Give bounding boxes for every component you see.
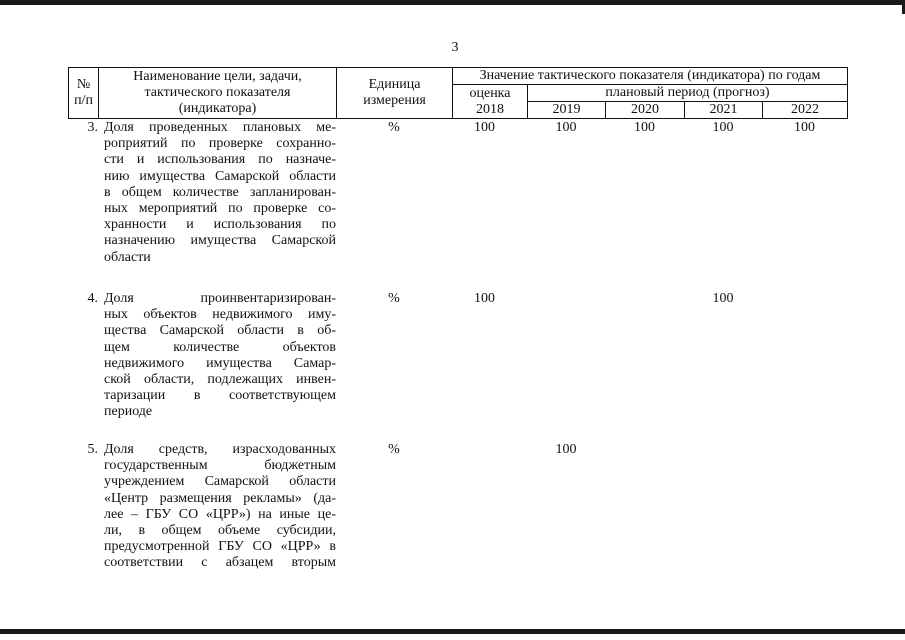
row-indicator-name [104, 442, 336, 572]
name-line: Доля проведенных плановых ме- [104, 120, 336, 135]
header-num [69, 68, 99, 119]
header-year-2022: 2022 [763, 102, 848, 119]
name-line: учреждением Самарской области [104, 474, 336, 490]
row-number: 3. [87, 120, 98, 135]
name-line: щем количестве объектов [104, 339, 336, 355]
name-line: ных объектов недвижимого иму- [104, 307, 336, 323]
header-num-line2: п/п [74, 93, 93, 108]
page-number: 3 [451, 40, 459, 55]
value-2020: 100 [634, 120, 655, 135]
header-unit: Единица измерения [337, 68, 453, 119]
header-estimate-label: оценка [469, 85, 511, 101]
name-line: назначению имущества Самарской [104, 233, 336, 249]
value-2018: 100 [474, 120, 495, 135]
row-indicator-name [104, 291, 336, 421]
header-estimate [453, 85, 528, 119]
header-num-line1: № [76, 77, 91, 92]
header-year-2018: 2018 [476, 101, 504, 117]
value-2022: 100 [794, 120, 815, 135]
name-line: сти и использования по назначе- [104, 152, 336, 168]
name-line: предусмотренной ГБУ СО «ЦРР» в [104, 539, 336, 555]
name-line: периоде [104, 404, 153, 420]
name-line: лее – ГБУ СО «ЦРР») на иные це- [104, 506, 336, 522]
name-line: щества Самарской области в об- [104, 323, 336, 339]
name-line: «Центр размещения рекламы» (да- [104, 490, 336, 506]
name-line: соответствии с абзацем вторым [104, 555, 336, 571]
name-line: хранности и использования по [104, 217, 336, 233]
name-line: Доля средств, израсходованных [104, 442, 336, 457]
row-indicator-name [104, 120, 336, 266]
header-year-2019: 2019 [528, 102, 606, 119]
value-2018: 100 [474, 291, 495, 306]
value-2019: 100 [555, 120, 577, 135]
name-line: Доля проинвентаризирован- [104, 291, 336, 306]
header-year-2021: 2021 [685, 102, 763, 119]
name-line: ли, в общем объеме субсидии, [104, 523, 336, 539]
row-number: 5. [87, 442, 98, 457]
name-line: ных мероприятий по проверке со- [104, 201, 336, 217]
name-line: государственным бюджетным [104, 458, 336, 474]
top-border-line [0, 0, 905, 5]
name-line: нию имущества Самарской области [104, 168, 336, 184]
header-year-2020: 2020 [606, 102, 685, 119]
value-2019: 100 [555, 442, 577, 457]
name-line: недвижимого имущества Самар- [104, 355, 336, 371]
name-line: ской области, подлежащих инвен- [104, 372, 336, 388]
header-planned-period: плановый период (прогноз) [528, 85, 848, 102]
name-line: роприятий по проверке сохранно- [104, 136, 336, 152]
row-unit: % [388, 291, 400, 306]
name-line: в общем количестве запланирован- [104, 184, 336, 200]
row-number: 4. [87, 291, 98, 306]
indicator-table-header [68, 67, 848, 119]
row-unit: % [388, 120, 400, 135]
name-line: области [104, 249, 151, 265]
header-values-title: Значение тактического показателя (индикатора) по годам [453, 68, 848, 85]
value-2021: 100 [712, 291, 734, 306]
value-2021: 100 [712, 120, 734, 135]
header-name: Наименование цели, задачи, тактического показателя (индикатора) [99, 68, 337, 119]
name-line: таризации в соответствующем [104, 388, 336, 404]
row-unit: % [388, 442, 400, 457]
bottom-border-line [0, 629, 905, 634]
